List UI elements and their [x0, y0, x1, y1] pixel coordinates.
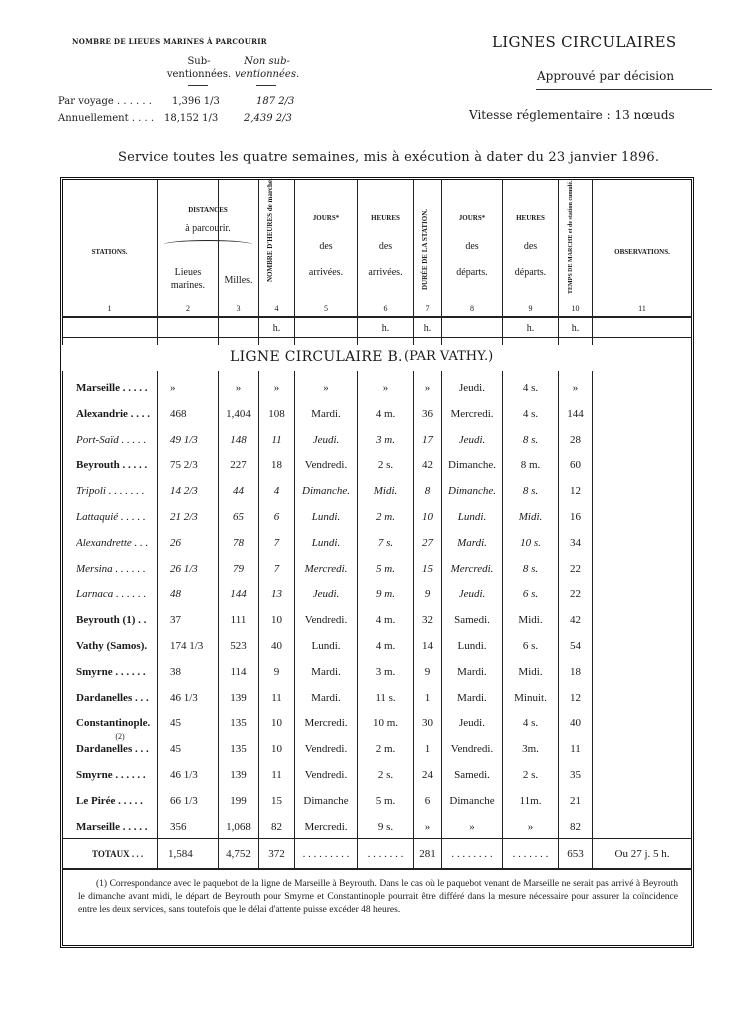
- cell-heures: 4: [273, 485, 280, 498]
- totals-observation: Ou 27 j. 5 h.: [614, 848, 670, 860]
- header-stations: STATIONS.: [91, 248, 128, 256]
- cell-heure-arr: 3 m.: [376, 433, 395, 446]
- cell-heure-dep: 4 s.: [522, 382, 539, 394]
- colnum-8: 8: [470, 304, 474, 313]
- cell-lieues: 37: [170, 614, 181, 627]
- cell-station: Dardanelles . . .: [76, 743, 149, 756]
- unit-h-col6: h.: [381, 323, 390, 334]
- cell-station: Beyrouth (1) . .: [76, 614, 147, 627]
- cell-cumul: 12: [570, 485, 581, 498]
- cell-milles: 1,068: [226, 820, 251, 833]
- cell-station: Smyrne . . . . . .: [76, 769, 146, 781]
- cell-cumul: 144: [567, 407, 584, 420]
- cell-heure-dep: 6 s.: [522, 588, 539, 601]
- cell-heures: »: [273, 382, 280, 394]
- cell-jour-dep: Mardi.: [457, 691, 487, 704]
- cell-jour-arr: Vendredi.: [304, 614, 348, 627]
- cell-jour-arr: Mardi.: [311, 407, 341, 420]
- colnum-5: 5: [324, 304, 328, 313]
- cell-duree: 10: [422, 511, 433, 523]
- cell-heures: 10: [271, 717, 282, 730]
- totals-duree: 281: [419, 848, 436, 860]
- cell-cumul: 12: [570, 691, 581, 704]
- totals-cumul: 653: [567, 848, 584, 860]
- cell-jour-dep: »: [469, 820, 475, 833]
- cell-jour-arr: Dimanche: [303, 794, 349, 807]
- cell-jour-dep: Dimanche.: [448, 459, 496, 472]
- cell-lieues: 26: [170, 536, 181, 549]
- cell-jour-arr: Vendredi.: [304, 769, 348, 781]
- cell-jour-arr: Mardi.: [311, 691, 341, 704]
- cell-cumul: 54: [570, 640, 581, 652]
- cell-duree: 14: [422, 640, 433, 652]
- cell-lieues: 38: [170, 665, 181, 678]
- cell-heure-arr: 4 m.: [375, 407, 396, 420]
- header-lieues: Lieues marines.: [170, 267, 206, 291]
- cell-milles: 227: [230, 459, 247, 472]
- cell-heures: 7: [273, 562, 280, 575]
- table-row: [62, 582, 690, 606]
- cell-milles: 65: [233, 511, 244, 523]
- header-a-parcourir: à parcourir.: [185, 223, 231, 234]
- cell-heure-arr: 2 m.: [375, 743, 396, 756]
- cell-milles: 79: [233, 562, 244, 575]
- table-row: [62, 686, 690, 710]
- cell-jour-dep: Jeudi.: [459, 382, 485, 394]
- cell-lieues: 75 2/3: [170, 459, 198, 472]
- cell-station: Alexandrie . . . .: [76, 407, 150, 420]
- cell-station: Port-Saïd . . . . .: [76, 433, 147, 446]
- cell-milles: 144: [230, 588, 247, 601]
- cell-station: Smyrne . . . . . .: [76, 665, 146, 678]
- cell-jour-dep: Lundi.: [457, 640, 487, 652]
- cell-heures: 15: [271, 794, 282, 807]
- cell-duree: 1: [424, 743, 431, 756]
- header-distances: DISTANCES: [188, 206, 228, 214]
- cell-duree: »: [424, 820, 431, 833]
- table-row: [62, 531, 690, 555]
- cell-heure-dep: Midi.: [518, 511, 543, 523]
- cell-station: Marseille . . . . .: [76, 820, 148, 833]
- colnum-3: 3: [236, 304, 241, 313]
- cell-duree: 15: [422, 562, 433, 575]
- cell-jour-arr: Lundi.: [311, 511, 341, 523]
- table-row: [62, 634, 690, 658]
- cell-heure-dep: 8 s.: [522, 485, 539, 498]
- totals-heure-dep: . . . . . . .: [512, 848, 549, 860]
- cell-jour-dep: Mercredi.: [450, 562, 494, 575]
- cell-jour-dep: Vendredi.: [450, 743, 494, 756]
- cell-cumul: 82: [570, 820, 581, 833]
- cell-lieues: 49 1/3: [170, 433, 198, 446]
- cell-station: Beyrouth . . . . .: [76, 459, 148, 472]
- cell-cumul: 18: [570, 665, 581, 678]
- cell-cumul: 11: [570, 743, 581, 756]
- header-duree: DURÉE DE LA STATION.: [421, 208, 429, 290]
- annuellement-label: Annuellement . . . .: [58, 113, 155, 124]
- cell-heures: 108: [268, 407, 285, 420]
- cell-jour-dep: Mardi.: [457, 536, 487, 549]
- cell-duree: 30: [422, 717, 433, 730]
- cell-jour-dep: Mardi.: [457, 665, 487, 678]
- colnum-6: 6: [383, 304, 388, 313]
- par-voyage-label: Par voyage . . . . . .: [58, 96, 152, 107]
- totals-jour-dep: . . . . . . . .: [451, 848, 493, 860]
- section-title-band: [62, 345, 690, 371]
- annuellement-sub: 18,152 1/3: [164, 113, 219, 124]
- cell-heures: 6: [273, 511, 280, 523]
- cell-duree: 27: [422, 536, 433, 549]
- totals-milles: 4,752: [226, 848, 251, 860]
- cell-lieues: 45: [170, 717, 181, 730]
- header-jours-arr-3: arrivées.: [308, 267, 344, 278]
- header-heures-arr-1: HEURES: [371, 214, 400, 222]
- cell-jour-dep: Jeudi.: [459, 717, 485, 730]
- cell-duree: »: [424, 382, 431, 394]
- cell-milles: 114: [230, 665, 247, 678]
- header-temps: TEMPS DE MARCHE et de station cumulé.: [568, 180, 574, 294]
- cell-duree: 8: [424, 485, 431, 498]
- cell-milles: 135: [230, 717, 247, 730]
- cell-station: Mersina . . . . . .: [76, 562, 146, 575]
- cell-heures: 7: [273, 536, 280, 549]
- cell-heure-dep: 11m.: [519, 794, 542, 807]
- cell-station: Constantinople.: [76, 717, 151, 730]
- totals-label: TOTAUX . . .: [92, 849, 144, 859]
- cell-heure-dep: »: [527, 820, 534, 833]
- cell-heures: 13: [271, 588, 282, 601]
- cell-jour-arr: Mercredi.: [304, 562, 348, 575]
- header-jours-arr-1: JOURS*: [312, 214, 340, 222]
- header-heures-dep-2: des: [523, 241, 538, 252]
- table-row: [62, 815, 690, 839]
- unit-h-col4: h.: [272, 323, 281, 334]
- cell-cumul: 16: [570, 511, 581, 523]
- header-heures-dep-3: départs.: [514, 267, 547, 278]
- vitesse-reglementaire: Vitesse réglementaire : 13 nœuds: [469, 108, 675, 122]
- cell-milles: 148: [230, 433, 247, 446]
- cell-jour-dep: Jeudi.: [458, 433, 486, 446]
- unit-h-col9: h.: [526, 323, 535, 334]
- colnum-9: 9: [528, 304, 533, 313]
- cell-heure-arr: 5 m.: [375, 794, 396, 807]
- col-nonsub-heading: Non sub- ventionnées.: [234, 56, 300, 80]
- cell-duree: 32: [422, 614, 433, 627]
- cell-cumul: 35: [570, 769, 581, 781]
- cell-duree: 9: [424, 588, 431, 601]
- cell-milles: 139: [230, 691, 247, 704]
- cell-lieues: 26 1/3: [170, 562, 198, 575]
- cell-heure-arr: 7 s.: [377, 536, 394, 549]
- service-line: Service toutes les quatre semaines, mis à exécution à dater du 23 janvier 1896.: [118, 150, 660, 165]
- header-nb-heures: NOMBRE D'HEURES de marche.: [266, 178, 274, 282]
- totals-heure-arr: . . . . . . .: [367, 848, 404, 860]
- cell-heure-arr: Midi.: [373, 485, 398, 498]
- annuellement-nonsub: 2,439 2/3: [244, 113, 292, 124]
- cell-cumul: 22: [570, 562, 581, 575]
- totals-row: [62, 842, 690, 866]
- table-row: [62, 376, 690, 400]
- cell-jour-dep: Samedi.: [454, 614, 490, 627]
- section-title: LIGNE CIRCULAIRE B.: [230, 349, 403, 365]
- colnum-11: 11: [638, 304, 646, 313]
- totals-heures: 372: [268, 848, 285, 860]
- cell-lieues: 46 1/3: [170, 691, 198, 704]
- cell-heure-dep: 10 s.: [520, 536, 541, 549]
- cell-heure-arr: 2 s.: [377, 459, 394, 472]
- cell-heures: 40: [271, 640, 282, 652]
- cell-heure-arr: 5 m.: [376, 562, 395, 575]
- footnote: (1) Correspondance avec le paquebot de la ligne de Marseille à Beyrouth. Dans le cas où le paquebot venant de Marseille ne serait pas arrivé à Beyrouth le dimanche avant midi, le départ de Beyrouth pour Smyrne et Constantinople pourrait être différé dans la mesure nécessaire pour assurer la coïncidence entre les deux services, sans toutefois que le délai d'attente puisse excéder 48 heures.: [78, 879, 678, 915]
- header-jours-dep-1: JOURS*: [458, 214, 486, 222]
- header-heures-arr-2: des: [378, 241, 393, 252]
- cell-station: Alexandrette . . .: [76, 536, 149, 549]
- table-row: [62, 505, 690, 529]
- header-jours-dep-2: des: [465, 241, 479, 252]
- cell-jour-dep: Mercredi.: [450, 407, 494, 420]
- cell-heures: 82: [271, 820, 282, 833]
- cell-milles: »: [235, 382, 242, 394]
- cell-jour-dep: Dimanche: [449, 794, 495, 807]
- cell-jour-arr: Mardi.: [311, 665, 341, 678]
- footnote-ref: (2): [115, 732, 125, 742]
- cell-jour-dep: Lundi.: [457, 511, 487, 523]
- cell-duree: 36: [422, 407, 433, 420]
- cell-jour-arr: Mercredi.: [304, 820, 348, 833]
- cell-heures: 9: [273, 665, 280, 678]
- par-voyage-nonsub: 187 2/3: [256, 96, 295, 107]
- colnum-1: 1: [107, 304, 112, 313]
- cell-milles: 111: [230, 614, 247, 627]
- header-heures-arr-3: arrivées.: [368, 267, 403, 278]
- cell-station: Marseille . . . . .: [76, 382, 148, 394]
- cell-heure-arr: 3 m.: [375, 665, 396, 678]
- header-jours-arr-2: des: [319, 241, 333, 252]
- cell-milles: 199: [230, 794, 247, 807]
- totals-lieues: 1,584: [168, 848, 193, 860]
- cell-heure-arr: 4 m.: [375, 614, 396, 627]
- cell-station: Lattaquié . . . . .: [76, 511, 146, 523]
- cell-heure-arr: 10 m.: [372, 717, 399, 730]
- cell-heure-dep: 3m.: [522, 743, 539, 756]
- table-row: [62, 428, 690, 452]
- colnum-10: 10: [571, 304, 580, 313]
- colnum-4: 4: [274, 304, 279, 313]
- table-row: [62, 453, 690, 477]
- cell-heure-dep: 8 s.: [522, 562, 539, 575]
- table-row: [62, 557, 690, 581]
- cell-cumul: 42: [570, 614, 581, 627]
- unit-h-col10: h.: [571, 323, 580, 334]
- cell-duree: 9: [424, 665, 431, 678]
- cell-station: Vathy (Samos).: [76, 640, 148, 652]
- cell-heure-dep: 8 s.: [522, 433, 539, 446]
- cell-milles: 1,404: [226, 407, 251, 420]
- cell-heure-dep: Midi.: [518, 614, 543, 627]
- cell-cumul: 22: [570, 588, 581, 601]
- approuve-rule: [536, 89, 712, 90]
- cell-lieues: 46 1/3: [170, 769, 198, 781]
- unit-h-col7: h.: [423, 323, 432, 334]
- cell-lieues: 174 1/3: [170, 640, 204, 652]
- cell-lieues: 21 2/3: [170, 511, 198, 523]
- table-row: [62, 402, 690, 426]
- cell-heure-arr: 2 m.: [376, 511, 395, 523]
- cell-milles: 44: [233, 485, 244, 498]
- cell-heure-dep: Minuit.: [514, 691, 547, 704]
- cell-cumul: »: [572, 382, 579, 394]
- cell-jour-arr: Dimanche.: [302, 485, 350, 498]
- approuve-par-decision: Approuvé par décision: [537, 69, 675, 83]
- header-heures-dep-1: HEURES: [516, 214, 545, 222]
- cell-heure-arr: 9 m.: [376, 588, 395, 601]
- cell-jour-arr: Lundi.: [311, 640, 341, 652]
- table-row: [62, 711, 690, 735]
- distances-brace: [164, 240, 252, 249]
- cell-heure-dep: 8 m.: [520, 459, 541, 472]
- cell-lieues: 356: [170, 820, 187, 833]
- cell-lieues: 48: [170, 588, 181, 601]
- table-row: [62, 763, 690, 787]
- cell-heures: 10: [271, 614, 282, 627]
- cell-lieues: 45: [170, 743, 181, 756]
- lignes-circulaires-title: LIGNES CIRCULAIRES: [492, 33, 677, 51]
- cell-milles: 78: [233, 536, 244, 549]
- cell-milles: 135: [230, 743, 247, 756]
- cell-heure-arr: 9 s.: [377, 820, 394, 833]
- cell-heure-dep: 4 s.: [522, 407, 539, 420]
- table-row: [62, 479, 690, 503]
- col-sub-heading: Sub- ventionnées.: [166, 56, 232, 80]
- sub-underline: [188, 85, 208, 86]
- cell-station: Le Pirée . . . . .: [76, 794, 143, 807]
- cell-duree: 17: [422, 433, 433, 446]
- cell-milles: 523: [230, 640, 247, 652]
- cell-cumul: 60: [570, 459, 581, 472]
- colnum-2: 2: [186, 304, 190, 313]
- section-subtitle: (PAR VATHY.): [404, 349, 494, 364]
- cell-heure-arr: 2 s.: [377, 769, 394, 781]
- cell-jour-arr: Lundi.: [311, 536, 341, 549]
- cell-jour-arr: Jeudi.: [312, 588, 340, 601]
- table-row: [62, 608, 690, 632]
- cell-jour-arr: »: [323, 382, 329, 394]
- cell-lieues: 66 1/3: [170, 794, 198, 807]
- cell-jour-arr: Jeudi.: [312, 433, 340, 446]
- cell-duree: 42: [422, 459, 433, 472]
- totals-jour-arr: . . . . . . . . .: [302, 848, 350, 860]
- cell-milles: 139: [230, 769, 247, 781]
- cell-heures: 11: [271, 769, 282, 781]
- par-voyage-sub: 1,396 1/3: [172, 96, 220, 107]
- cell-heure-dep: 6 s.: [522, 640, 539, 652]
- nonsub-underline: [256, 85, 276, 86]
- cell-duree: 24: [422, 769, 433, 781]
- cell-heure-arr: »: [382, 382, 389, 394]
- table-row: [62, 732, 690, 761]
- cell-station: Larnaca . . . . . .: [76, 588, 147, 601]
- cell-lieues: »: [170, 382, 176, 394]
- cell-heures: 10: [271, 743, 282, 756]
- cell-station: Dardanelles . . .: [76, 691, 149, 704]
- cell-duree: 1: [424, 691, 431, 704]
- cell-heure-dep: 4 s.: [522, 717, 539, 730]
- cell-heure-arr: 4 m.: [375, 640, 396, 652]
- header-milles: Milles.: [224, 275, 253, 286]
- table-row: [62, 789, 690, 813]
- cell-jour-arr: Vendredi.: [304, 459, 348, 472]
- cell-lieues: 468: [170, 407, 187, 420]
- cell-heure-dep: Midi.: [518, 665, 543, 678]
- cell-cumul: 21: [570, 794, 581, 807]
- cell-jour-dep: Dimanche.: [448, 485, 496, 498]
- colnum-7: 7: [425, 304, 430, 313]
- cell-jour-arr: Mercredi.: [304, 717, 348, 730]
- table-row: [62, 660, 690, 684]
- cell-cumul: 34: [570, 536, 581, 549]
- cell-jour-dep: Jeudi.: [458, 588, 486, 601]
- header-observations: OBSERVATIONS.: [614, 248, 670, 256]
- lieues-title: NOMBRE DE LIEUES MARINES À PARCOURIR: [72, 37, 267, 46]
- cell-jour-dep: Samedi.: [454, 769, 490, 781]
- cell-cumul: 40: [570, 717, 581, 730]
- cell-heure-dep: 2 s.: [522, 769, 539, 781]
- cell-heures: 18: [271, 459, 282, 472]
- cell-cumul: 28: [570, 433, 581, 446]
- cell-heures: 11: [271, 433, 282, 446]
- cell-station: Tripoli . . . . . . .: [76, 485, 145, 498]
- cell-heures: 11: [271, 691, 282, 704]
- cell-duree: 6: [424, 794, 431, 807]
- cell-heure-arr: 11 s.: [375, 691, 396, 704]
- cell-jour-arr: Vendredi.: [304, 743, 348, 756]
- header-jours-dep-3: départs.: [456, 267, 488, 278]
- cell-lieues: 14 2/3: [170, 485, 198, 498]
